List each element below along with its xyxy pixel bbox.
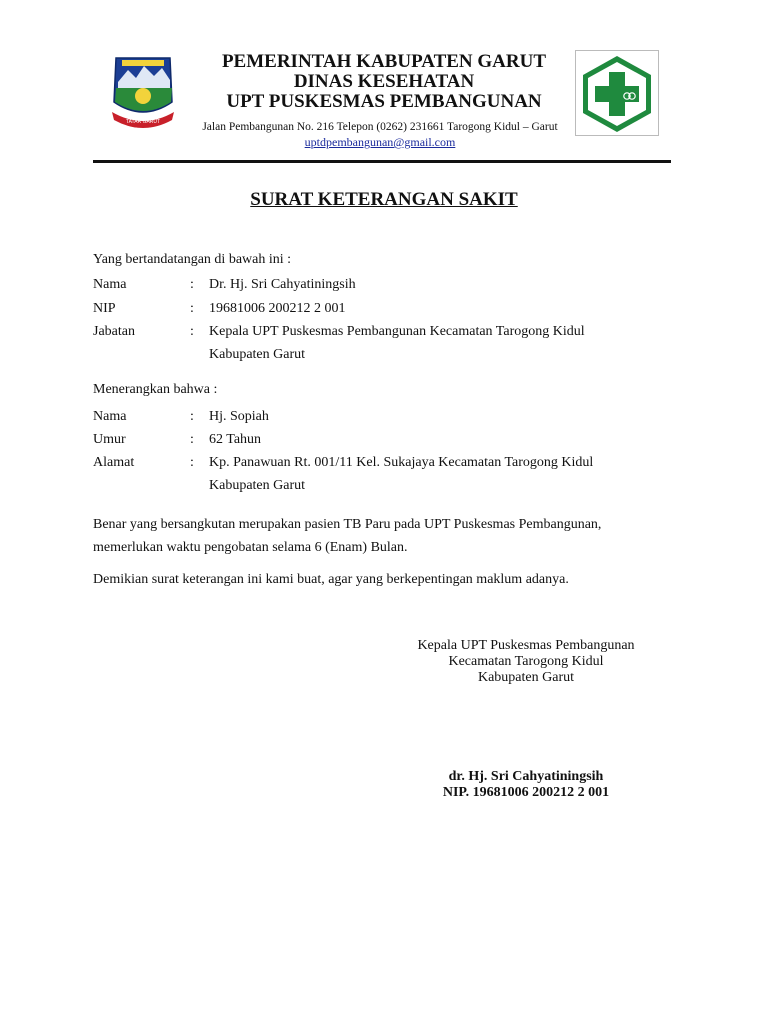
signer-name-label: Nama (93, 277, 127, 292)
intro-text: Yang bertandatangan di bawah ini : (93, 252, 292, 267)
colon: : (190, 409, 194, 424)
signature-title-line1: Kepala UPT Puskesmas Pembangunan (417, 638, 635, 653)
signer-nip-value: 19681006 200212 2 001 (209, 301, 346, 316)
signature-title-line2: Kecamatan Tarogong Kidul (448, 654, 604, 669)
body-line1: Benar yang bersangkutan merupakan pasien TB Paru pada UPT Puskesmas Pembangunan, (93, 517, 602, 532)
patient-address-line2: Kabupaten Garut (209, 478, 306, 493)
signer-position-line2: Kabupaten Garut (209, 347, 306, 362)
patient-age-label: Umur (93, 432, 126, 447)
colon: : (190, 455, 194, 470)
signer-nip-label: NIP (93, 301, 116, 316)
patient-age-value: 62 Tahun (209, 432, 262, 447)
colon: : (190, 277, 194, 292)
header-divider (93, 160, 671, 163)
colon: : (190, 301, 194, 316)
closing-statement: Demikian surat keterangan ini kami buat, agar yang berkepentingan maklum adanya. (93, 572, 569, 587)
header-institution: UPT PUSKESMAS PEMBANGUNAN (226, 91, 542, 112)
colon: : (190, 324, 194, 339)
colon: : (190, 432, 194, 447)
signature-title-line3: Kabupaten Garut (477, 670, 575, 685)
patient-address-label: Alamat (93, 455, 135, 470)
patient-name-label: Nama (93, 409, 127, 424)
document-title: SURAT KETERANGAN SAKIT (250, 189, 518, 210)
patient-address-line1: Kp. Panawuan Rt. 001/11 Kel. Sukajaya Kecamatan Tarogong Kidul (209, 455, 594, 470)
header-address: Jalan Pembangunan No. 216 Telepon (0262) 231661 Tarogong Kidul – Garut (202, 121, 558, 133)
header-agency: DINAS KESEHATAN (293, 71, 475, 92)
signer-name-value: Dr. Hj. Sri Cahyatiningsih (209, 277, 356, 292)
statement-intro: Menerangkan bahwa : (93, 382, 218, 397)
body-line2: memerlukan waktu pengobatan selama 6 (Enam) Bulan. (93, 540, 408, 555)
crest-motto: TATAR GARUT (125, 119, 161, 125)
signer-position-line1: Kepala UPT Puskesmas Pembangunan Kecamatan Tarogong Kidul (209, 324, 585, 339)
puskesmas-cross-icon (575, 50, 659, 136)
signature-name: dr. Hj. Sri Cahyatiningsih (448, 769, 604, 784)
garut-regency-crest-icon (108, 52, 178, 136)
header-email-link[interactable]: uptdpembangunan@gmail.com (304, 135, 456, 149)
header-government: PEMERINTAH KABUPATEN GARUT (221, 51, 547, 72)
signature-nip: NIP. 19681006 200212 2 001 (442, 785, 610, 800)
signer-position-label: Jabatan (93, 324, 135, 339)
patient-name-value: Hj. Sopiah (209, 409, 269, 424)
